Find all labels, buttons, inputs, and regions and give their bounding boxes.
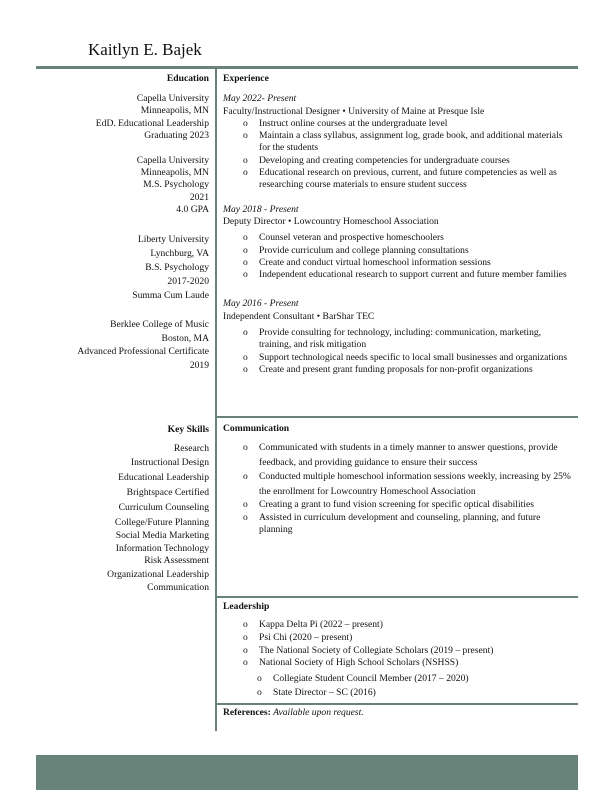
school: Capella University: [136, 93, 209, 105]
leadership-bullet: o Psi Chi (2020 – present): [223, 632, 573, 645]
job-title: Independent Consultant • BarShar TEC: [223, 310, 375, 322]
year: Graduating 2023: [144, 129, 209, 141]
footer-band: [36, 755, 578, 790]
skills-heading: Key Skills: [167, 424, 209, 435]
leadership-sub-bullet: o Collegiate Student Council Member (2017 – 2020): [223, 670, 573, 686]
location: Minneapolis, MN: [140, 105, 209, 117]
education-section: [77, 73, 209, 372]
school: Liberty University: [137, 234, 209, 246]
skill-item: Educational Leadership: [118, 472, 209, 484]
education-heading: Education: [166, 73, 209, 84]
references-text: Available upon request.: [273, 707, 364, 718]
job-bullet: o Create and present grant funding proposals for non-profit organizations: [223, 364, 573, 376]
communication-bullet: o Assisted in curriculum development and counseling, planning, and future planning: [223, 512, 573, 537]
skill-item: Curriculum Counseling: [118, 502, 209, 514]
skill-item: Information Technology: [115, 542, 209, 554]
skills-section: [107, 423, 209, 594]
education-entry: [77, 233, 209, 303]
leadership-bullet: o Kappa Delta Pi (2022 – present): [223, 619, 573, 632]
job-bullet: o Instruct online courses at the undergraduate level: [223, 118, 573, 130]
references-line: [223, 707, 573, 719]
job-bullet: o Developing and creating competencies for undergraduate courses: [223, 155, 573, 167]
column-divider: [215, 69, 217, 731]
job-bullet: o Provide consulting for technology, including: communication, marketing, training, and risk mitigation: [223, 327, 573, 352]
references-label: References:: [223, 707, 271, 718]
leadership-heading: Leadership: [223, 601, 270, 612]
education-entry: [77, 155, 209, 216]
job-entry: [223, 204, 573, 282]
experience-section: [223, 73, 573, 376]
job-entry: [223, 93, 573, 191]
experience-heading: Experience: [223, 73, 269, 84]
leadership-section: [223, 601, 573, 700]
job-bullet: o Maintain a class syllabus, assignment log, grade book, and additional materials for the students: [223, 130, 573, 155]
job-bullet: o Independent educational research to support current and future member families: [223, 269, 573, 281]
skill-item: College/Future Planning: [114, 517, 209, 529]
skill-item: Social Media Marketing: [115, 530, 209, 542]
section-divider: [216, 703, 578, 705]
year: 2017-2020: [167, 276, 209, 288]
job-date: May 2018 - Present: [223, 203, 299, 215]
school: Capella University: [136, 155, 209, 167]
honors: Summa Cum Laude: [132, 290, 209, 302]
communication-heading: Communication: [223, 423, 290, 434]
section-divider: [216, 596, 578, 598]
gpa: 4.0 GPA: [176, 203, 209, 215]
degree: EdD. Educational Leadership: [95, 117, 209, 129]
communication-bullet: o Communicated with students in a timely manner to answer questions, provide feedback, and providing guidance to ensure their success: [223, 441, 573, 470]
job-entry: [223, 298, 573, 376]
location: Boston, MA: [161, 332, 209, 344]
candidate-name: Kaitlyn E. Bajek: [88, 40, 202, 59]
job-bullet: o Educational research on previous, current, and future competencies as well as researching course materials to ensure student success: [223, 167, 573, 192]
job-bullet: o Provide curriculum and college planning consultations: [223, 245, 573, 257]
communication-bullet: o Creating a grant to fund vision screening for specific optical disabilities: [223, 499, 573, 512]
degree: M.S. Psychology: [143, 179, 209, 191]
skill-item: Communication: [147, 582, 209, 594]
job-bullet: o Support technological needs specific to local small businesses and organizations: [223, 352, 573, 364]
skill-item: Instructional Design: [130, 457, 209, 469]
job-title: Deputy Director • Lowcountry Homeschool Association: [223, 215, 439, 227]
communication-bullet: o Conducted multiple homeschool information sessions weekly, increasing by 25% the enrollment for Lowcountry Homeschool Association: [223, 470, 573, 499]
skill-item: Brightspace Certified: [126, 487, 209, 499]
skill-item: Risk Assessment: [144, 555, 209, 567]
degree: B.S. Psychology: [145, 262, 209, 274]
skill-item: Organizational Leadership: [107, 569, 209, 581]
location: Minneapolis, MN: [140, 167, 209, 179]
leadership-bullet: o The National Society of Collegiate Scholars (2019 – present): [223, 645, 573, 658]
job-bullet: o Create and conduct virtual homeschool information sessions: [223, 257, 573, 269]
year: 2021: [189, 191, 209, 203]
communication-section: [223, 423, 573, 537]
header-divider: [36, 66, 578, 69]
leadership-bullet: o National Society of High School Scholars (NSHSS): [223, 657, 573, 670]
section-divider: [216, 416, 578, 418]
year: 2019: [189, 359, 209, 371]
education-entry: [77, 318, 209, 372]
school: Berklee College of Music: [110, 319, 209, 331]
leadership-sub-bullet: o State Director – SC (2016): [223, 686, 573, 700]
location: Lynchburg, VA: [150, 248, 209, 260]
skill-item: Research: [173, 442, 209, 454]
job-date: May 2016 - Present: [223, 298, 299, 310]
education-entry: [77, 93, 209, 142]
degree: Advanced Professional Certificate: [77, 346, 209, 358]
job-date: May 2022- Present: [223, 93, 297, 105]
job-bullet: o Counsel veteran and prospective homeschoolers: [223, 232, 573, 244]
job-title: Faculty/Instructional Designer • University of Maine at Presque Isle: [223, 105, 485, 117]
